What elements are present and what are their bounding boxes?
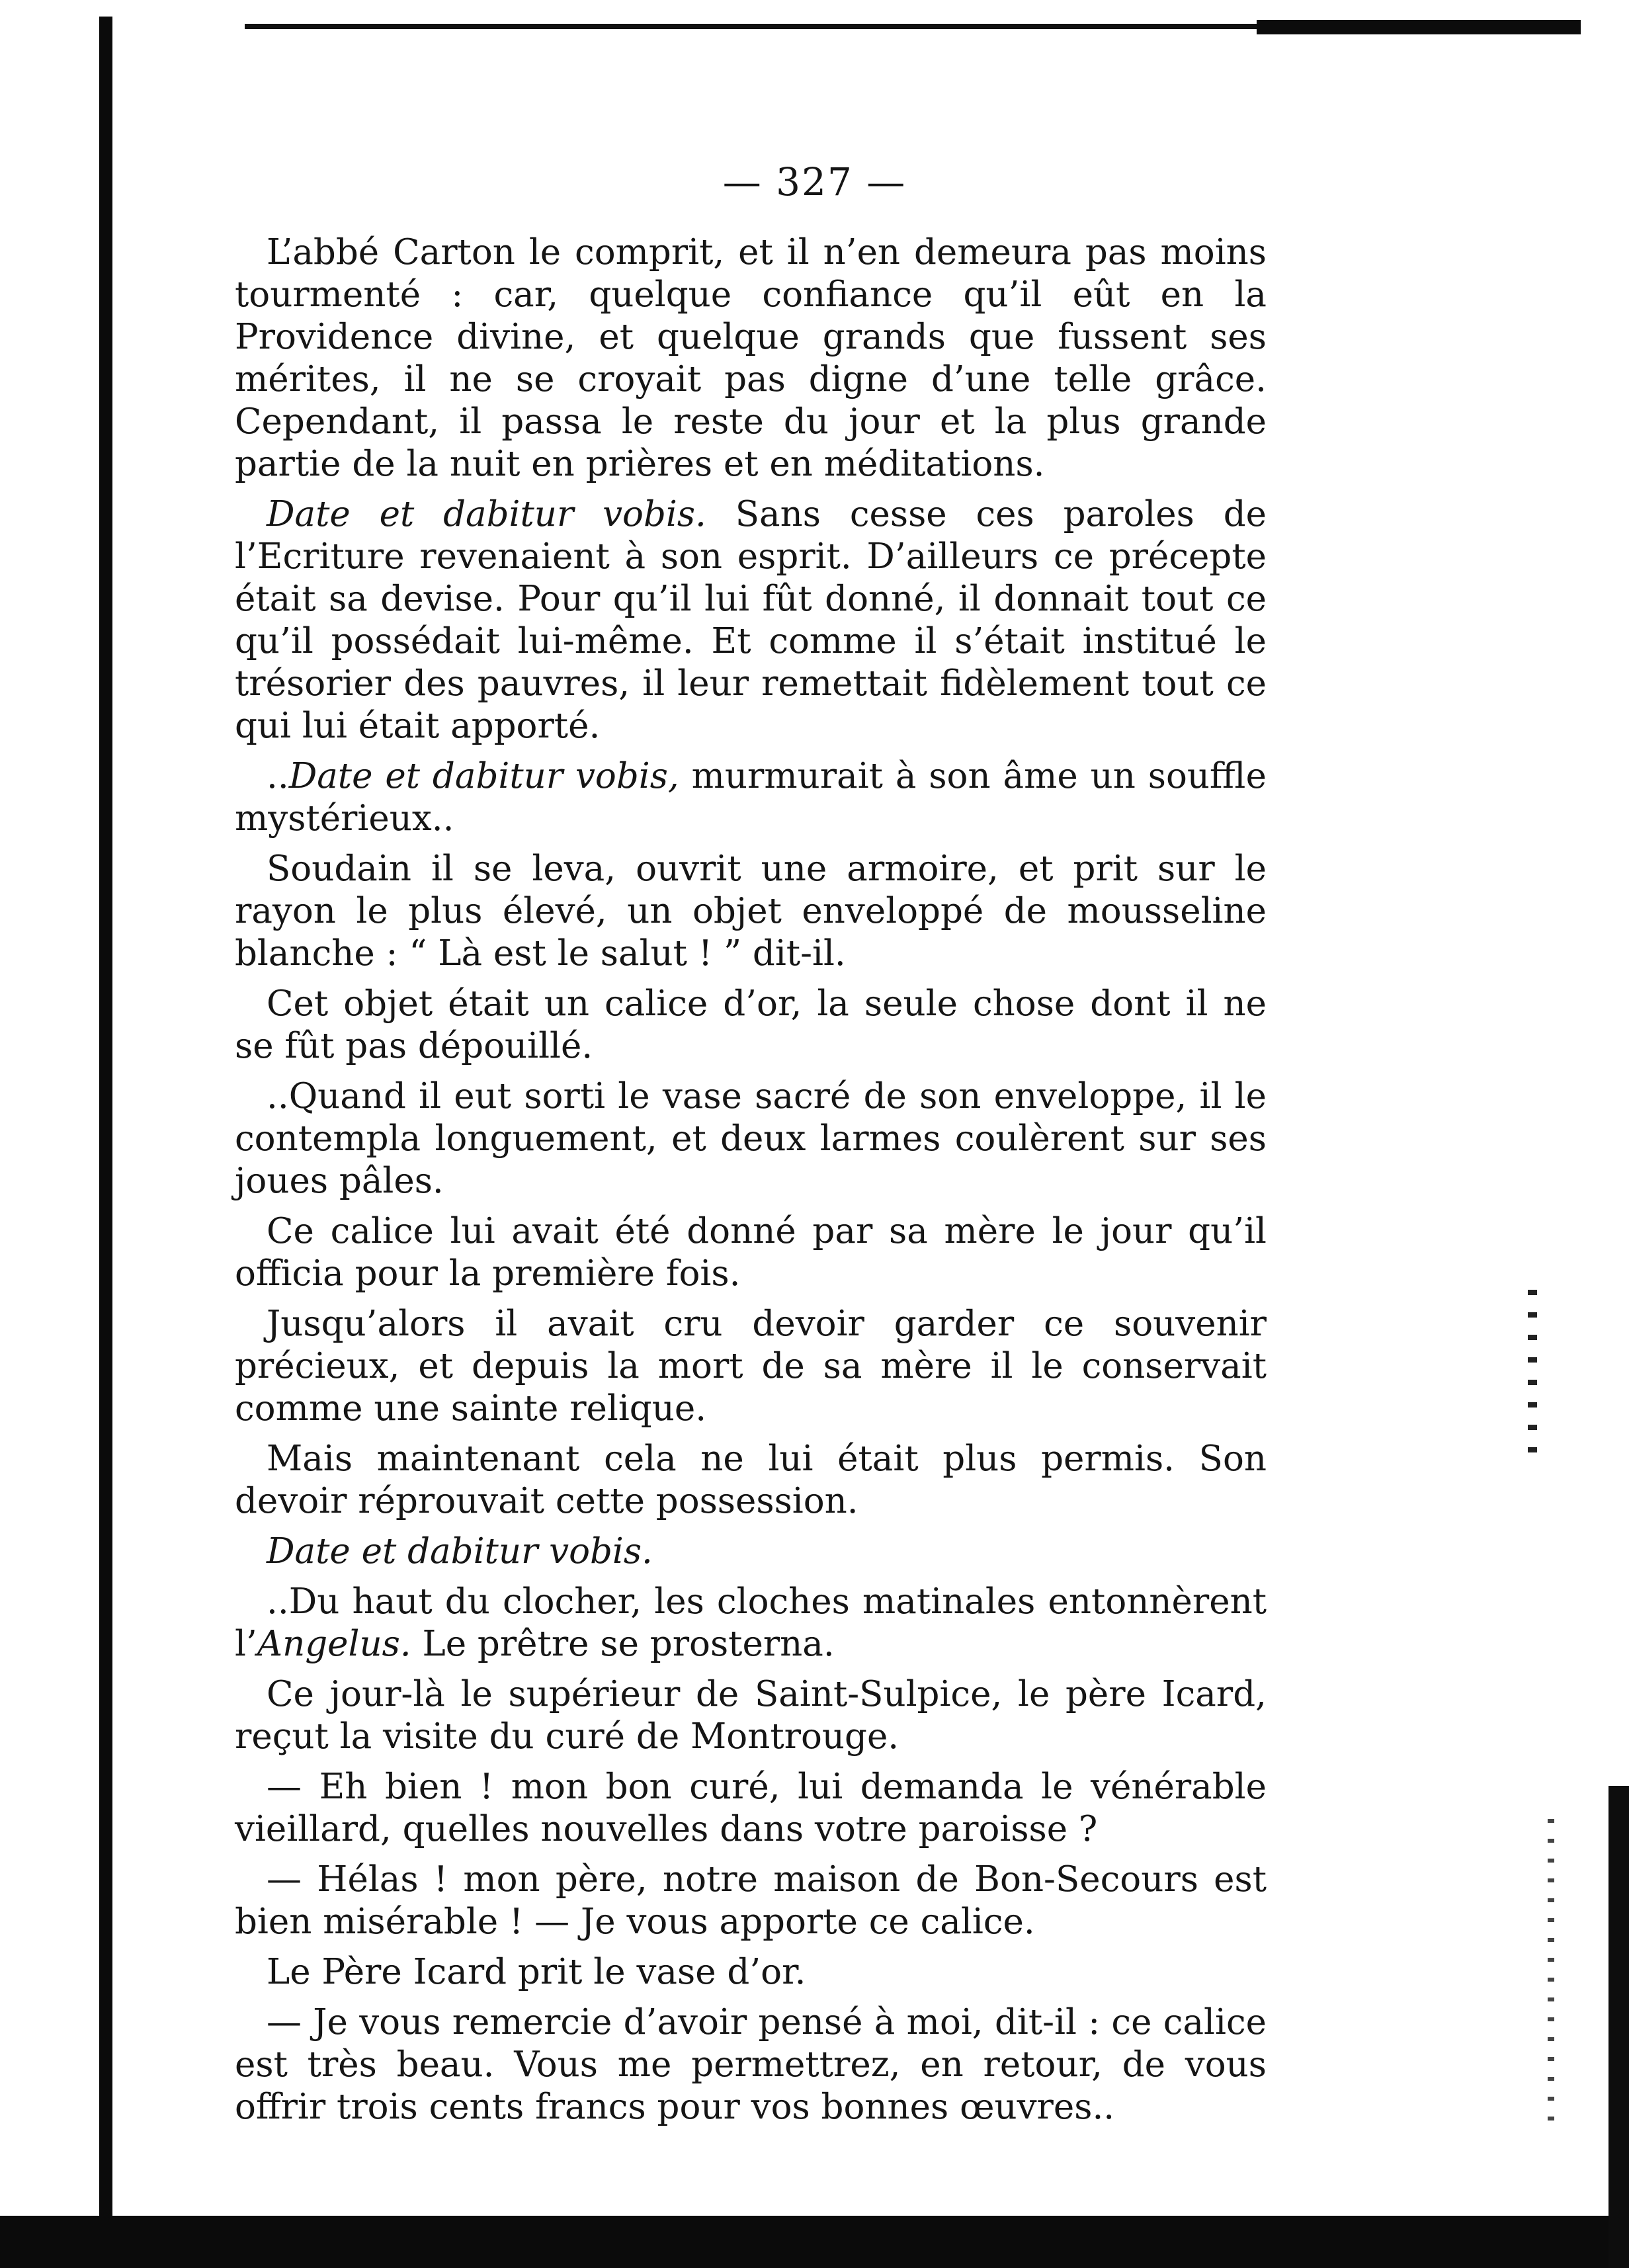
paragraph bbox=[235, 1859, 1267, 1943]
bottom-scan-border bbox=[0, 2216, 1629, 2268]
paragraph bbox=[235, 848, 1267, 975]
text-run: ..Quand il eut sorti le vase sacré de son enveloppe, il le contempla longuement, et deux larmes coulèrent sur ses joues pâles. bbox=[235, 1076, 1267, 1201]
paragraph bbox=[235, 1075, 1267, 1202]
paragraph bbox=[235, 1673, 1267, 1758]
paragraph bbox=[235, 2001, 1267, 2128]
latin-quote: Date et dabitur vobis. bbox=[267, 1531, 653, 1572]
right-scan-specks-lower bbox=[1548, 1819, 1554, 2136]
paragraph bbox=[235, 1951, 1267, 1994]
dialogue-line: — Je vous remercie d’avoir pensé à moi, dit-il : ce calice est très beau. Vous me permettrez, en retour, de vous offrir trois cents francs pour vos bonnes œuvres.. bbox=[235, 2002, 1267, 2127]
dialogue-line: — Hélas ! mon père, notre maison de Bon-Secours est bien misérable ! — Je vous apporte ce calice. bbox=[235, 1859, 1267, 1942]
text-run: Le Père Icard prit le vase d’or. bbox=[267, 1952, 806, 1992]
paragraph bbox=[235, 1438, 1267, 1523]
latin-quote: Date et dabitur vobis, bbox=[288, 756, 679, 796]
text-run: Ce jour-là le supérieur de Saint-Sulpice, le père Icard, reçut la visite du curé de Montrouge. bbox=[235, 1674, 1267, 1757]
left-scan-border bbox=[99, 17, 112, 2268]
top-scan-smudge bbox=[1257, 20, 1581, 34]
paragraph bbox=[235, 231, 1267, 485]
dialogue-line: — Eh bien ! mon bon curé, lui demanda le vénérable vieillard, quelles nouvelles dans votre paroisse ? bbox=[235, 1767, 1267, 1849]
text-run: Le prêtre se prosterna. bbox=[411, 1624, 835, 1664]
text-run: Soudain il se leva, ouvrit une armoire, et prit sur le rayon le plus élevé, un objet enveloppé de mousseline blanche : “ Là est le salut ! ” dit-il. bbox=[235, 849, 1267, 974]
paragraph bbox=[235, 1766, 1267, 1851]
paragraph bbox=[235, 1531, 1267, 1573]
text-run: Jusqu’alors il avait cru devoir garder ce souvenir précieux, et depuis la mort de sa mère il le conservait comme une sainte relique. bbox=[235, 1304, 1267, 1429]
text-run: ..Du haut du clocher, les cloches matinales entonnèrent l’ bbox=[235, 1581, 1267, 1664]
paragraph bbox=[235, 1303, 1267, 1430]
body-text bbox=[235, 231, 1267, 2136]
ellipsis: .. bbox=[267, 756, 289, 796]
text-run: Ce calice lui avait été donné par sa mère le jour qu’il officia pour la première fois. bbox=[235, 1211, 1267, 1294]
paragraph bbox=[235, 983, 1267, 1068]
paragraph bbox=[235, 1581, 1267, 1665]
text-run: Mais maintenant cela ne lui était plus permis. Son devoir réprouvait cette possession. bbox=[235, 1439, 1267, 1521]
paragraph bbox=[235, 493, 1267, 747]
angelus-word: Angelus. bbox=[257, 1624, 411, 1664]
text-run: Cet objet était un calice d’or, la seule chose dont il ne se fût pas dépouillé. bbox=[235, 984, 1267, 1066]
paragraph bbox=[235, 1210, 1267, 1295]
page-number: — 327 — bbox=[722, 159, 907, 204]
right-scan-specks bbox=[1528, 1290, 1537, 1462]
text-run: Sans cesse ces paroles de l’Ecriture revenaient à son esprit. D’ailleurs ce précepte était sa devise. Pour qu’il lui fût donné, il donnait tout ce qu’il possédait lui-même. Et comme il s’était institué le trésorier des pauvres, il leur remettait fidèlement tout ce qui lui était apporté. bbox=[235, 494, 1267, 746]
right-scan-edge bbox=[1608, 1786, 1629, 2268]
latin-quote: Date et dabitur vobis. bbox=[267, 494, 706, 534]
text-run: murmurait à son âme un souffle mystérieux.. bbox=[235, 756, 1267, 839]
paragraph bbox=[235, 755, 1267, 840]
text-run: L’abbé Carton le comprit, et il n’en demeura pas moins tourmenté : car, quelque confiance qu’il eût en la Providence divine, et quelque grands que fussent ses mérites, il ne se croyait pas digne d’une telle grâce. Cependant, il passa le reste du jour et la plus grande partie de la nuit en prières et en méditations. bbox=[235, 232, 1267, 484]
